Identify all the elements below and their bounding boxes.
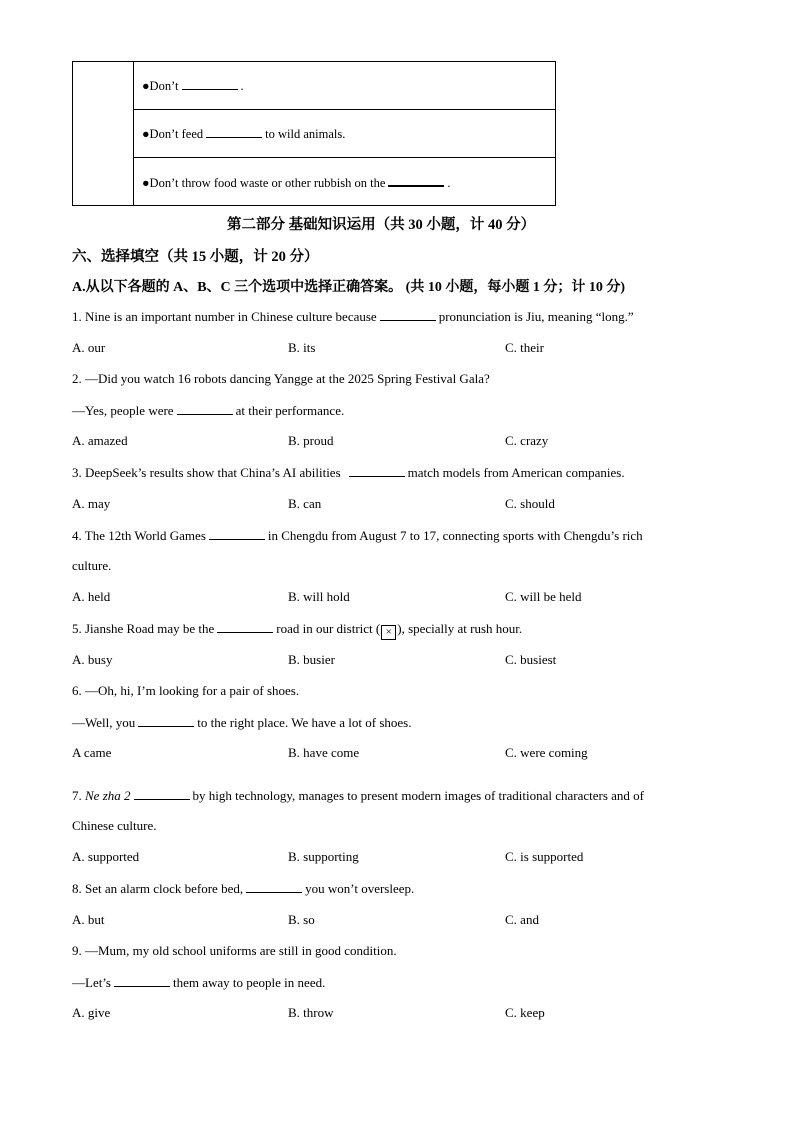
sub-title: A.从以下各题的 A、B、C 三个选项中选择正确答案。 (共 10 小题，每小题 1 分；计 10 分) — [72, 280, 625, 295]
question-text: road in our district ( — [276, 621, 381, 636]
question-text: pronunciation is Jiu, meaning “long.” — [438, 309, 634, 324]
table-label-cell — [73, 62, 134, 206]
question-9: 9. —Mum, my old school uniforms are still in good condition. — [72, 943, 397, 958]
question-text: —Let’s — [72, 975, 111, 990]
answer-blank[interactable] — [206, 125, 262, 138]
row-text-after: . — [447, 175, 451, 190]
question-text: ), specially at rush hour. — [397, 621, 523, 636]
question-text: at their performance. — [235, 403, 345, 418]
row-text-after: . — [240, 79, 244, 93]
question-2: 2. —Did you watch 16 robots dancing Yangge at the 2025 Spring Festival Gala? — [72, 371, 490, 386]
option-b[interactable]: B. have come — [288, 745, 360, 760]
question-text: 1. Nine is an important number in Chinese culture because — [72, 309, 377, 324]
question-text: match models from American companies. — [407, 465, 625, 480]
option-c[interactable]: C. is supported — [505, 849, 584, 864]
answer-blank[interactable] — [349, 464, 405, 477]
answer-blank[interactable] — [138, 714, 194, 727]
option-a[interactable]: A. busy — [72, 652, 113, 667]
question-text: to the right place. We have a lot of shoes. — [197, 715, 412, 730]
answer-blank[interactable] — [217, 620, 273, 633]
answer-blank[interactable] — [246, 880, 302, 893]
question-text: in Chengdu from August 7 to 17, connecting sports with Chengdu’s rich — [267, 528, 643, 543]
question-text: —Well, you — [72, 715, 136, 730]
question-text: 3. DeepSeek’s results show that China’s AI abilities — [72, 465, 341, 480]
question-text: —Yes, people were — [72, 403, 174, 418]
option-c[interactable]: C. should — [505, 496, 555, 511]
film-title: Ne zha 2 — [85, 788, 131, 803]
answer-blank[interactable] — [209, 527, 265, 540]
option-b[interactable]: B. its — [288, 340, 316, 355]
option-b[interactable]: B. busier — [288, 652, 335, 667]
answer-blank[interactable] — [134, 787, 190, 800]
question-number: 7. — [72, 788, 82, 803]
option-c[interactable]: C. their — [505, 340, 544, 355]
option-c[interactable]: C. and — [505, 912, 539, 927]
question-7 — [72, 787, 644, 804]
answer-blank[interactable] — [114, 974, 170, 987]
boxed-x-icon: × — [381, 625, 396, 640]
question-text: 8. Set an alarm clock before bed, — [72, 881, 244, 896]
table-row — [134, 158, 556, 206]
question-6: 6. —Oh, hi, I’m looking for a pair of shoes. — [72, 683, 300, 698]
option-b[interactable]: B. supporting — [288, 849, 359, 864]
question-3 — [72, 464, 625, 481]
part-title: 第二部分 基础知识运用（共 30 小题，计 40 分） — [227, 217, 536, 233]
answer-blank[interactable] — [182, 77, 238, 90]
option-a[interactable]: A. our — [72, 340, 106, 355]
question-text: you won’t oversleep. — [305, 881, 415, 896]
option-b[interactable]: B. will hold — [288, 589, 350, 604]
option-b[interactable]: B. can — [288, 496, 322, 511]
answer-blank[interactable] — [388, 173, 444, 187]
rules-table — [72, 61, 556, 206]
question-text: by high technology, manages to present modern images of traditional characters and of — [192, 788, 644, 803]
option-a[interactable]: A came — [72, 745, 112, 760]
option-a[interactable]: A. but — [72, 912, 105, 927]
question-1 — [72, 308, 634, 325]
question-4-cont: culture. — [72, 558, 112, 573]
question-8 — [72, 880, 414, 897]
option-c[interactable]: C. were coming — [505, 745, 588, 760]
question-9-reply — [72, 974, 325, 991]
option-b[interactable]: B. throw — [288, 1005, 334, 1020]
question-text: them away to people in need. — [173, 975, 326, 990]
row-text-before: ●Don’t — [142, 79, 179, 93]
option-c[interactable]: C. crazy — [505, 433, 549, 448]
row-text-before: ●Don’t feed — [142, 127, 204, 141]
option-a[interactable]: A. amazed — [72, 433, 128, 448]
question-text: 5. Jianshe Road may be the — [72, 621, 215, 636]
option-c[interactable]: C. busiest — [505, 652, 557, 667]
answer-blank[interactable] — [177, 402, 233, 415]
question-2-reply — [72, 402, 344, 419]
option-b[interactable]: B. so — [288, 912, 315, 927]
section-title: 六、选择填空（共 15 小题，计 20 分） — [72, 249, 319, 265]
question-7-cont: Chinese culture. — [72, 818, 157, 833]
question-6-reply — [72, 714, 411, 731]
option-a[interactable]: A. give — [72, 1005, 111, 1020]
table-row — [134, 110, 556, 158]
option-a[interactable]: A. supported — [72, 849, 140, 864]
answer-blank[interactable] — [380, 308, 436, 321]
row-text-before: ●Don’t throw food waste or other rubbish on the — [142, 175, 386, 190]
table-row — [134, 62, 556, 110]
option-c[interactable]: C. keep — [505, 1005, 545, 1020]
question-5 — [72, 620, 522, 640]
question-4 — [72, 527, 643, 544]
option-a[interactable]: A. may — [72, 496, 111, 511]
option-a[interactable]: A. held — [72, 589, 111, 604]
row-text-after: to wild animals. — [265, 127, 346, 141]
option-b[interactable]: B. proud — [288, 433, 334, 448]
option-c[interactable]: C. will be held — [505, 589, 582, 604]
question-text: 4. The 12th World Games — [72, 528, 206, 543]
